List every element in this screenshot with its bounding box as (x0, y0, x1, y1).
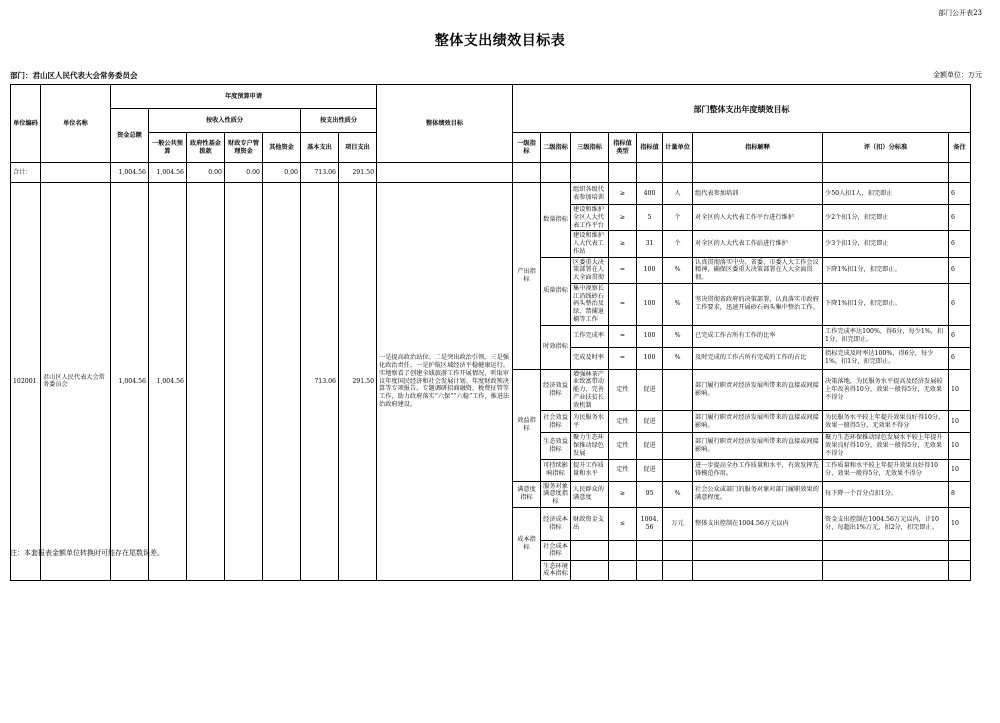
level3-indicator: 集中视察长江沿线砂石码头整治及绿、禁捕退捕等工作 (571, 283, 609, 325)
indicator-explanation: 对全区的人大代表工作站进行维护 (693, 231, 823, 257)
scoring-standard (823, 560, 949, 580)
scoring-standard: 工作质量和水平较上年提升效果良好得10分，效果一般得5分，无效果不得分 (823, 459, 949, 481)
header-basic-exp: 基本支出 (301, 133, 339, 163)
indicator-value (637, 560, 663, 580)
level3-indicator (571, 560, 609, 580)
value-type (609, 540, 637, 560)
measure-unit: 人 (663, 183, 693, 205)
value-type: ≥ (609, 205, 637, 231)
scoring-standard (823, 540, 949, 560)
indicator-explanation: 已完成工作占所有工作的比率 (693, 325, 823, 347)
remark-cell: 10 (949, 369, 971, 411)
remark-cell: 10 (949, 507, 971, 540)
scoring-standard: 少2个扣1分，扣完即止 (823, 205, 949, 231)
indicator-value: 1004.56 (637, 507, 663, 540)
measure-unit: % (663, 283, 693, 325)
indicator-value: 95 (637, 481, 663, 507)
indicator-explanation: 及时完成的工作占所有完成的工作的占比 (693, 347, 823, 369)
level3-indicator: 组织各级代表参加培训 (571, 183, 609, 205)
currency-unit-label: 金额单位：万元 (933, 71, 982, 79)
level2-indicator: 社会成本指标 (541, 540, 571, 560)
page-number-label: 部门公开表23 (938, 9, 982, 17)
value-type: ≤ (609, 507, 637, 540)
header-lvl3: 三级指标 (571, 133, 609, 163)
scoring-standard: 资金支出控制在1004.56万元以内，计10分，每超出1%万元，扣2分，扣完即止。 (823, 507, 949, 540)
total-other-cell: 0.00 (263, 163, 301, 183)
header-general-public: 一般公共预算 (149, 133, 187, 163)
measure-unit (663, 411, 693, 433)
measure-unit (663, 433, 693, 459)
total-label: 合计： (11, 163, 41, 183)
header-unit-code: 单位编码 (11, 85, 41, 163)
unit-code-cell: 102001 (11, 183, 41, 581)
indicator-value: 促进 (637, 411, 663, 433)
indicator-explanation: 整体支出控制在1004.56万元以内 (693, 507, 823, 540)
footnote: 注：本套报表金额单位转换时可能存在尾数误差。 (10, 549, 164, 557)
level3-indicator: 为民服务水平 (571, 411, 609, 433)
indicator-value: 100 (637, 257, 663, 283)
scoring-standard: 聚力生态环保推动绿色发展水平较上年提升效果良好得10分，效果一般得5分，无效果不得分 (823, 433, 949, 459)
value-type: = (609, 325, 637, 347)
header-dept-goal: 部门整体支出年度绩效目标 (513, 85, 971, 133)
header-explain: 指标解释 (693, 133, 823, 163)
unit-name-cell: 君山区人民代表大会常务委员会 (41, 183, 111, 581)
measure-unit: % (663, 347, 693, 369)
header-val: 指标值 (637, 133, 663, 163)
level2-indicator: 经济成本指标 (541, 507, 571, 540)
level3-indicator: 财政资金支出 (571, 507, 609, 540)
indicator-explanation: 部门履行职责对经济发展所带来的直接或间接影响。 (693, 433, 823, 459)
remark-cell: 8 (949, 481, 971, 507)
indicator-explanation: 对全区的人大代表工作平台进行维护 (693, 205, 823, 231)
total-general-cell: 1,004.56 (149, 163, 187, 183)
measure-unit (663, 560, 693, 580)
total-row (11, 163, 971, 183)
level2-indicator: 经济效益指标 (541, 369, 571, 411)
remark-cell: 10 (949, 433, 971, 459)
value-type: ≥ (609, 231, 637, 257)
indicator-explanation: 社会公众或部门的服务对象对部门履职效果的满意程度。 (693, 481, 823, 507)
indicator-value: 400 (637, 183, 663, 205)
scoring-standard: 每下降一个百分点扣1分。 (823, 481, 949, 507)
level3-indicator: 建设和维护全区人大代表工作平台 (571, 205, 609, 231)
indicator-value: 促进 (637, 459, 663, 481)
value-type: = (609, 347, 637, 369)
department-label: 部门：君山区人民代表大会常务委员会 (10, 71, 138, 80)
indicator-explanation: 组代表参加培训 (693, 183, 823, 205)
indicator-value: 31 (637, 231, 663, 257)
indicator-explanation: 坚决贯彻省政府的决策部署，认真落实市政府工作要求，迅速开展砂石码头集中整治工作。 (693, 283, 823, 325)
level2-indicator: 生态效益指标 (541, 433, 571, 459)
header-other-funds: 其他资金 (263, 133, 301, 163)
measure-unit: 个 (663, 231, 693, 257)
level1-indicator: 成本指标 (513, 507, 541, 580)
header-lvl1: 一级指标 (513, 133, 541, 163)
indicator-explanation: 部门履行职责对经济发展所带来的直接或间接影响。 (693, 369, 823, 411)
measure-unit: % (663, 257, 693, 283)
level2-indicator: 可持续影响指标 (541, 459, 571, 481)
scoring-standard: 指标完成及时率达100%，得6分，每少1%，扣1分，扣完即止。 (823, 347, 949, 369)
header-remark: 备注 (949, 133, 971, 163)
remark-cell: 6 (949, 183, 971, 205)
value-type: 定性 (609, 411, 637, 433)
value-type: 定性 (609, 369, 637, 411)
indicator-value: 5 (637, 205, 663, 231)
scoring-standard: 为民服务水平较上年提升效果良好得10分，效果一般得5分，无效果不得分 (823, 411, 949, 433)
header-budget-request: 年度预算申请 (111, 85, 377, 109)
level1-indicator: 满意度指标 (513, 481, 541, 507)
header-total-funds: 资金总额 (111, 109, 149, 163)
indicator-explanation: 认真贯彻落实中央、省委、市委人大工作会议精神，确保区委重大决策部署在人大全面贯彻。 (693, 257, 823, 283)
level3-indicator: 增强林茶产业致富带动能力，完善产业扶贫长效机制 (571, 369, 609, 411)
level3-indicator: 人民群众的满意度 (571, 481, 609, 507)
total-gov-cell: 0.00 (187, 163, 225, 183)
level3-indicator: 工作完成率 (571, 325, 609, 347)
total-special-cell: 0.00 (225, 163, 263, 183)
value-type (609, 560, 637, 580)
value-type: ≥ (609, 183, 637, 205)
indicator-value: 促进 (637, 433, 663, 459)
measure-unit (663, 540, 693, 560)
level3-indicator: 完成及时率 (571, 347, 609, 369)
level2-indicator: 社会效益指标 (541, 411, 571, 433)
level1-indicator: 产出指标 (513, 183, 541, 370)
indicator-value (637, 540, 663, 560)
header-project-exp: 项目支出 (339, 133, 377, 163)
value-type: ≥ (609, 481, 637, 507)
level3-indicator (571, 540, 609, 560)
indicator-value: 100 (637, 283, 663, 325)
scoring-standard: 决策落地，为民服务水平提高及经济发展较上年改善得10分，效果一般得5分，无效果不得分 (823, 369, 949, 411)
header-by-income: 按收入性质分 (149, 109, 301, 133)
indicator-explanation: 进一步提高全办工作质量和水平，有效发挥先锋模范作用。 (693, 459, 823, 481)
header-by-expense: 按支出性质分 (301, 109, 377, 133)
header-special-fund: 财政专户管理资金 (225, 133, 263, 163)
scoring-standard: 少50人扣1人，扣完即止 (823, 183, 949, 205)
total-funds-cell: 1,004.56 (111, 163, 149, 183)
measure-unit: % (663, 325, 693, 347)
scoring-standard: 下降1%扣1分，扣完即止。 (823, 283, 949, 325)
remark-cell: 6 (949, 325, 971, 347)
remark-cell: 6 (949, 347, 971, 369)
level3-indicator: 区委重大决策部署在人大全面贯彻 (571, 257, 609, 283)
indicator-row (11, 183, 971, 205)
measure-unit: 个 (663, 205, 693, 231)
scoring-standard: 少3个扣1分，扣完即止 (823, 231, 949, 257)
measure-unit: % (663, 481, 693, 507)
remark-cell: 6 (949, 257, 971, 283)
level1-indicator: 效益指标 (513, 369, 541, 481)
level3-indicator: 提升工作质量和水平 (571, 459, 609, 481)
row-project-cell: 291.50 (339, 183, 377, 581)
measure-unit (663, 459, 693, 481)
level2-indicator: 服务对象满意度指标 (541, 481, 571, 507)
row-total-cell: 1,004.56 (111, 183, 149, 581)
page-title: 整体支出绩效目标表 (434, 33, 566, 49)
level3-indicator: 聚力生态环保推动绿色发展 (571, 433, 609, 459)
header-gov-fund: 政府性基金拨款 (187, 133, 225, 163)
header-standard: 评（扣）分标准 (823, 133, 949, 163)
header-lvl2: 二级指标 (541, 133, 571, 163)
level2-indicator: 数量指标 (541, 183, 571, 258)
value-type: = (609, 283, 637, 325)
total-project-cell: 291.50 (339, 163, 377, 183)
remark-cell: 6 (949, 231, 971, 257)
remark-cell: 6 (949, 205, 971, 231)
header-val-type: 指标值类型 (609, 133, 637, 163)
header-overall-goal: 整体绩效目标 (377, 85, 513, 163)
performance-goal-table (10, 84, 971, 581)
row-basic-cell: 713.06 (301, 183, 339, 581)
remark-cell: 10 (949, 411, 971, 433)
level3-indicator: 建设和维护人大代表工作站 (571, 231, 609, 257)
remark-cell: 6 (949, 283, 971, 325)
remark-cell (949, 560, 971, 580)
total-basic-cell: 713.06 (301, 163, 339, 183)
value-type: 定性 (609, 459, 637, 481)
indicator-explanation: 部门履行职责对经济发展所带来的直接或间接影响。 (693, 411, 823, 433)
indicator-value: 100 (637, 347, 663, 369)
row-general-cell: 1,004.56 (149, 183, 187, 581)
overall-goal-text: 一是提高政治站位。二是突出政治引领。三是强化政治责任。一是护航区域经济平稳健康运行。实地察看了创建全域旅游工作开展情况，听取审议年度国民经济和社会发展计划、年度财政预决算等专项报告，专题调研招商融资、税费征管等工作，助力政府落实“六保”“六稳”工作，推进法治政府建设。 (377, 183, 513, 581)
value-type: = (609, 257, 637, 283)
scoring-standard: 工作完成率达100%，得6分，每少1%，扣1分，扣完即止。 (823, 325, 949, 347)
level2-indicator: 生态环境成本指标 (541, 560, 571, 580)
indicator-explanation (693, 540, 823, 560)
indicator-value: 100 (637, 325, 663, 347)
level2-indicator: 质量指标 (541, 257, 571, 325)
scoring-standard: 下降1%扣1分，扣完即止。 (823, 257, 949, 283)
measure-unit: 万元 (663, 507, 693, 540)
level2-indicator: 时效指标 (541, 325, 571, 369)
remark-cell: 10 (949, 459, 971, 481)
value-type: 定性 (609, 433, 637, 459)
header-measure-unit: 计量单位 (663, 133, 693, 163)
indicator-explanation (693, 560, 823, 580)
measure-unit (663, 369, 693, 411)
header-unit-name: 单位名称 (41, 85, 111, 163)
remark-cell (949, 540, 971, 560)
indicator-value: 促进 (637, 369, 663, 411)
